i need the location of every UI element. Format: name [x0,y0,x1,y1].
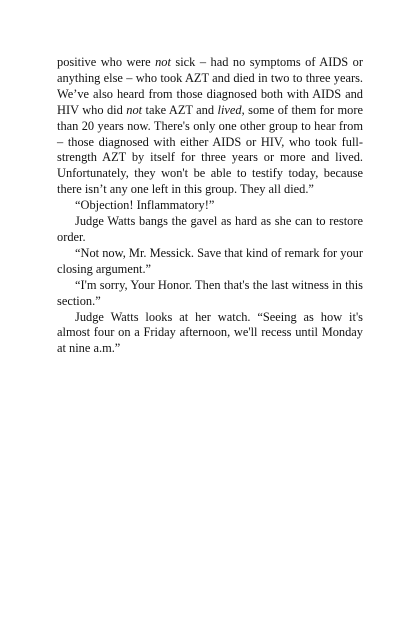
italic-segment: not [155,55,171,69]
text-segment: , some of them for more than 20 years now. There's only one other group to hear from – those diagnosed with either AIDS or HIV, who took full-strength AZT by itself for three years or more and lived. Unfortunately, they won't be able to testify today, because there isn’t any one left in this group. They all died.” [57,102,363,197]
text-segment: take AZT and [142,102,218,117]
italic-segment: not [126,102,143,117]
paragraph-3 [57,214,363,246]
paragraph-1 [57,55,363,198]
paragraph-4 [57,246,363,278]
page-body [57,55,363,357]
italic-segment: lived [217,102,242,117]
paragraph-6 [57,310,363,358]
paragraph-2 [57,198,363,214]
paragraph-5 [57,278,363,310]
text-segment: Judge Watts bangs the gavel as hard as she can to restore order. [57,214,363,244]
text-segment: “I'm sorry, Your Honor. Then that's the last witness in this section.” [57,277,363,308]
text-segment: “Not now, Mr. Messick. Save that kind of remark for your closing argument.” [57,245,363,276]
text-segment: “Objection! Inflammatory!” [75,198,215,213]
text-segment: sick – had no symptoms of AIDS or anything else – who took AZT and died in two to three years. We’ve also heard from those diagnosed both with AIDS and HIV who did [57,55,363,117]
text-segment: Judge Watts looks at her watch. “Seeing as how it's almost four on a Friday afternoon, we'll recess until Monday at nine a.m.” [57,309,363,356]
text-segment: positive who were [57,55,156,69]
